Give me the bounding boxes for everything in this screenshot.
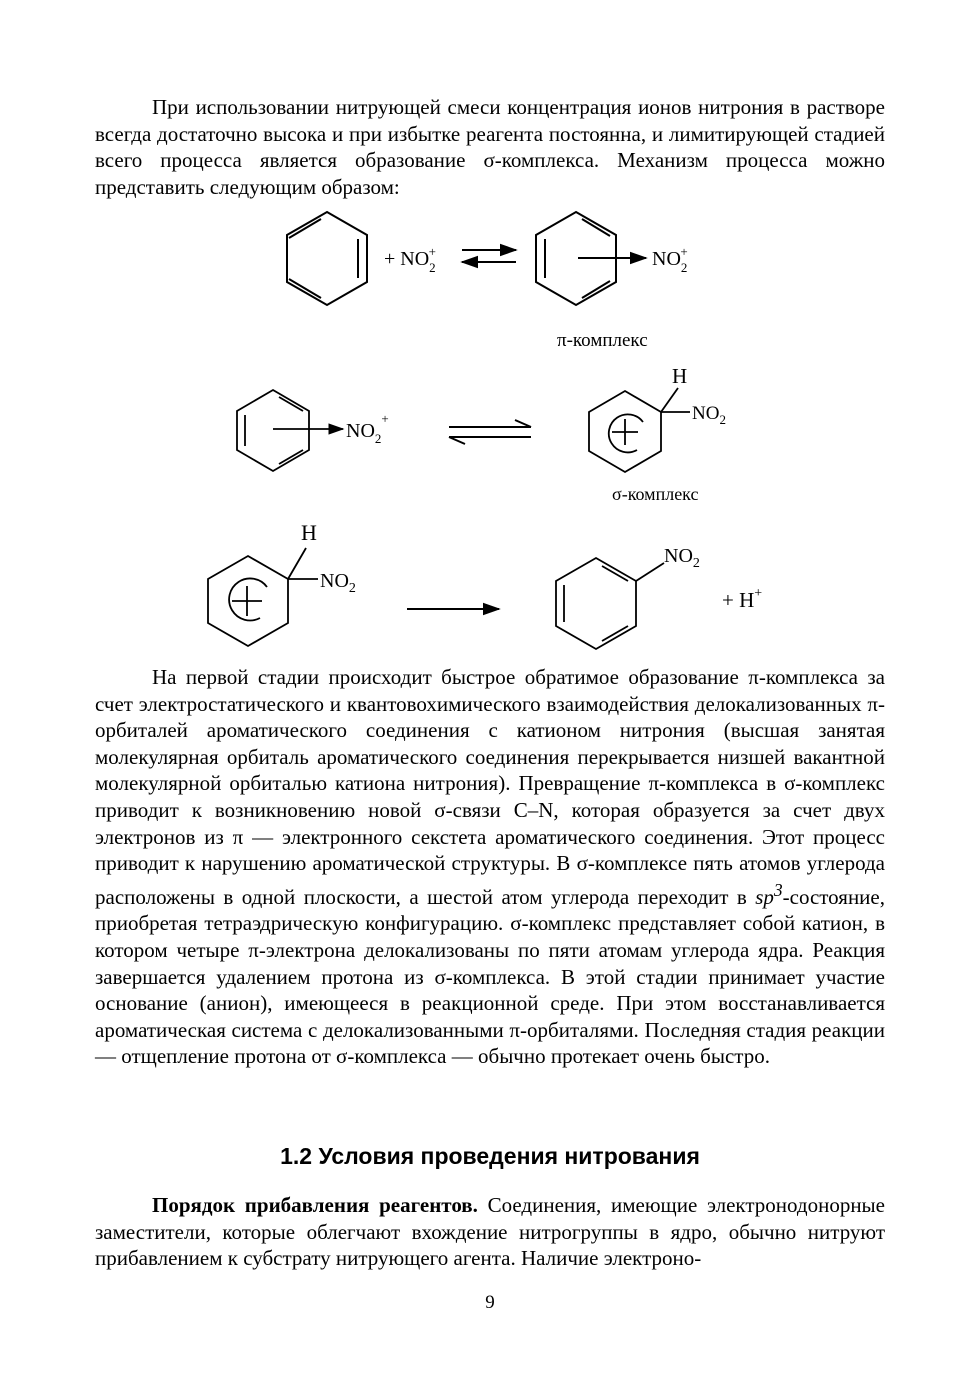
paragraph-reagent-order — [95, 1192, 885, 1272]
equilibrium-arrows-1 — [462, 250, 516, 262]
nitration-mechanism-scheme — [0, 195, 980, 655]
paragraph-reagent-order-text: Соединения, имеющие электронодонорные заместители, которые облегчают вхождение нитрогруппы в ядро, обычно нитруют прибавлением к субстрату нитрующего агента. Наличие электроно- — [95, 1193, 885, 1271]
benzene-reactant — [287, 212, 367, 305]
sigma-complex-caption: σ-комплекс — [612, 484, 699, 504]
page-number: 9 — [485, 1292, 495, 1313]
sigma-complex-no2-label: $NO_2$ — [692, 403, 726, 427]
sigma-complex-row3 — [208, 548, 318, 646]
mechanism-text-part1: На первой стадии происходит быстрое обратимое образование π-комплекса за счет электростатического и квантовохимического взаимодействия делокализованных π-орбиталей ароматического соединения с катионом нитрония (высшая занятая молекулярная орбиталь ароматического соединения перекрывается низшей вакантной молекулярной орбиталью катиона нитрония). Превращение π-комплекса в σ-комплекс приводит к возникновению новой σ-связи C–N, которая образуется за счет двух электронов из π — электронного секстета ароматического соединения. Этот процесс приводит к нарушению ароматической структуры. В σ-комплексе пять атомов углерода расположены в одной плоскости, а шестой атом углерода переходит в — [95, 665, 885, 909]
pi-complex-caption: π-комплекс — [557, 330, 648, 351]
proton-product-label: + H+ — [722, 586, 763, 612]
sigma-complex-structure — [589, 388, 690, 472]
paragraph-mechanism — [95, 664, 885, 1070]
nitrobenzene-structure — [556, 558, 664, 649]
equilibrium-arrows-2 — [449, 420, 531, 444]
section-heading: 1.2 Условия проведения нитрования — [280, 1143, 700, 1169]
paragraph-lead-bold: Порядок прибавления реагентов. — [152, 1193, 478, 1217]
pi-complex-left-no2-label: $NO_2^+$ — [346, 411, 389, 446]
sp-term: sp — [755, 884, 774, 909]
sp-superscript: 3 — [773, 879, 783, 900]
mechanism-text-part2: -состояние, приобретая тетраэдрическую конфигурацию. σ-комплекс представляет собой катион, в котором четыре π-электрона делокализованы по пяти атомам углерода ядра. Реакция завершается удалением протона из σ-комплекса. В этой стадии принимает участие основание (анион), имеющееся в реакционной среде. При этом восстанавливается ароматическая система с делокализованными π-орбиталями. Последняя стадия реакции — отщепление протона от σ-комплекса — обычно протекает очень быстро. — [95, 884, 885, 1069]
pi-complex-left — [237, 390, 343, 471]
row3-no2-label: $NO_2$ — [320, 570, 356, 596]
paragraph-intro: При использовании нитрующей смеси концентрация ионов нитрония в растворе всегда достаточно высока и при избытке реагента постоянна, и лимитирующей стадией всего процесса является образование σ-комплекса. Механизм процесса можно представить следующим образом: — [95, 95, 885, 199]
nitronium-reagent-label: + $NO_2+$ — [384, 244, 437, 275]
row3-h-label: H — [301, 520, 317, 545]
nitrobenzene-no2-label: $NO_2$ — [664, 545, 700, 571]
pi-complex-structure — [536, 212, 646, 305]
sigma-complex-h-label: H — [672, 364, 688, 388]
pi-complex-no2-label: $NO_2+$ — [652, 244, 688, 275]
